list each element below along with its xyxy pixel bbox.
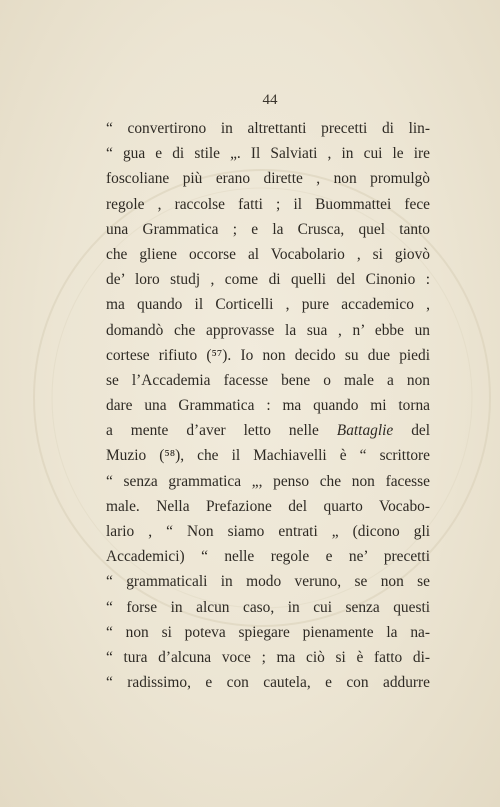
text-line: dare una Grammatica : ma quando mi torna <box>106 397 430 415</box>
text-line: domandò che approvasse la sua , n’ ebbe un <box>106 321 430 339</box>
text-line: “ forse in alcun caso, in cui senza questi <box>106 598 430 616</box>
text-line: lario , “ Non siamo entrati „ (dicono gli <box>106 523 430 540</box>
text-line: “ radissimo, e con cautela, e con addurre <box>106 674 430 692</box>
text-line: “ grammaticali in modo veruno, se non se <box>106 573 430 591</box>
text-line: ma quando il Corticelli , pure accademico , <box>106 296 430 314</box>
text-line: de’ loro studj , come di quelli del Cinonio : <box>106 271 430 289</box>
text-line-with-italic <box>106 418 430 443</box>
text-segment: a mente d’aver letto nelle <box>106 422 337 440</box>
italic-title-battaglie: Battaglie <box>336 422 394 440</box>
text-line: foscoliane più erano dirette , non promulgò <box>106 170 430 188</box>
text-line: cortese rifiuto (⁵⁷). Io non decido su due piedi <box>106 346 430 364</box>
text-line: che gliene occorse al Vocabolario , si giovò <box>106 245 430 263</box>
text-line: “ gua e di stile „. Il Salviati , in cui le ire <box>106 145 430 163</box>
text-line: se l’Accademia facesse bene o male a non <box>106 371 430 389</box>
body-text <box>106 116 430 695</box>
text-line: “ non si poteva spiegare pienamente la na- <box>106 623 430 641</box>
text-line: Muzio (⁵⁸), che il Machiavelli è “ scrittore <box>106 447 430 465</box>
text-line: regole , raccolse fatti ; il Buommattei fece <box>106 195 430 213</box>
page-number: 44 <box>262 92 278 108</box>
text-line: “ senza grammatica „, penso che non facesse <box>106 472 430 490</box>
text-line: Accademici) “ nelle regole e ne’ precetti <box>106 548 430 566</box>
text-segment: del <box>393 422 430 440</box>
text-line: male. Nella Prefazione del quarto Vocabo- <box>106 497 430 515</box>
text-line: “ tura d’alcuna voce ; ma ciò si è fatto di- <box>106 648 430 666</box>
text-line: una Grammatica ; e la Crusca, quel tanto <box>106 220 430 238</box>
text-line: “ convertirono in altrettanti precetti di lin- <box>106 120 430 137</box>
